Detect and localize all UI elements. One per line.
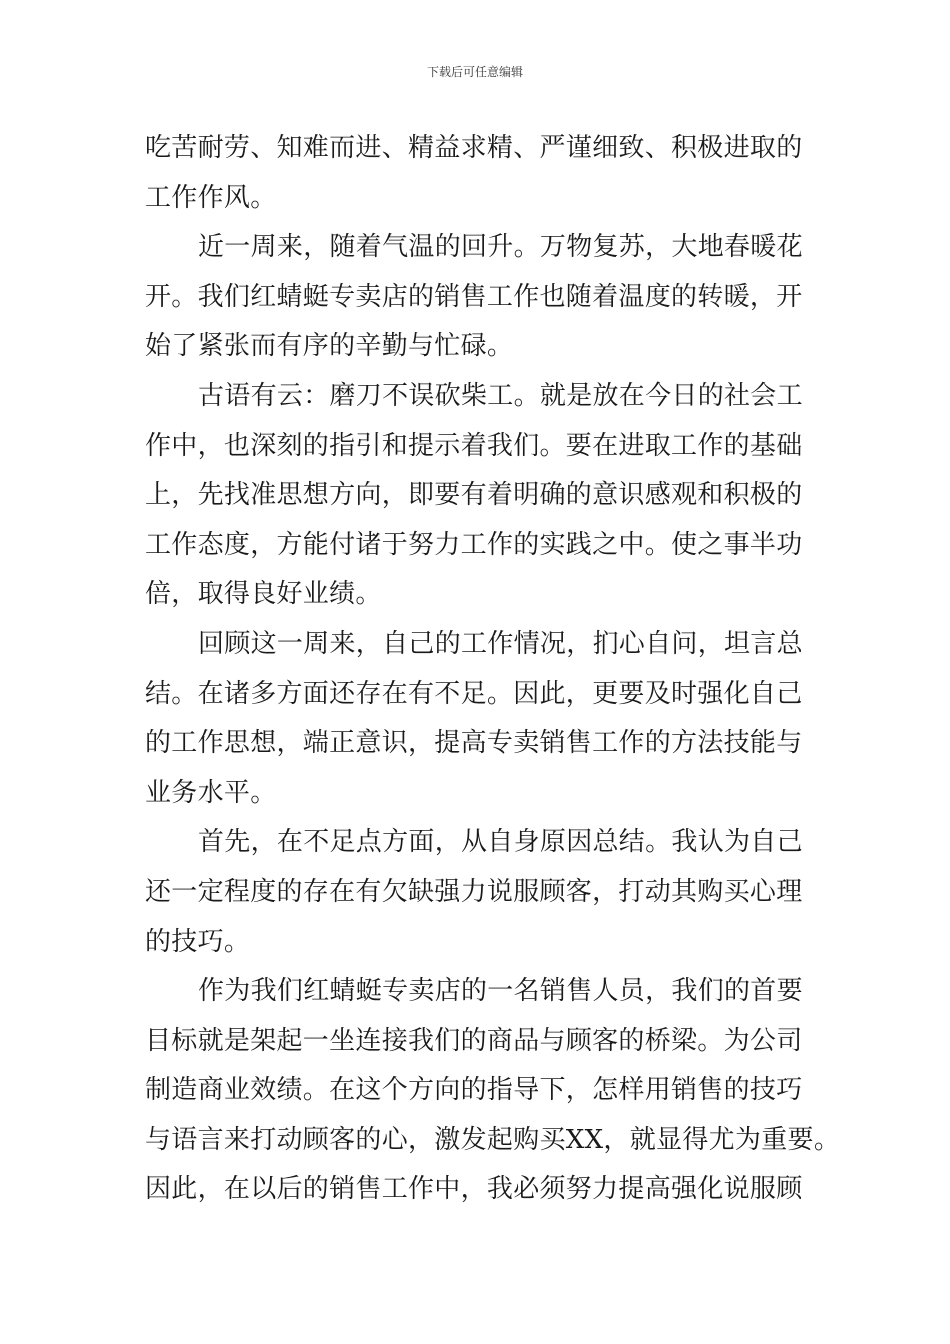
text-line: 作中，也深刻的指引和提示着我们。要在进取工作的基础 <box>145 430 803 461</box>
body-text <box>145 124 841 1215</box>
text-line: 工作作风。 <box>145 182 277 213</box>
text-line: 业务水平。 <box>145 777 277 808</box>
paragraph-first-line: 近一周来，随着气温的回升。万物复苏，大地春暖花 <box>198 232 803 263</box>
paragraph-first-line: 回顾这一周来，自己的工作情况，扪心自问，坦言总 <box>198 628 803 659</box>
text-line: 开。我们红蜻蜓专卖店的销售工作也随着温度的转暖，开 <box>145 281 803 312</box>
text-line: 与语言来打动顾客的心，激发起购买XX，就显得尤为重要。 <box>145 1124 841 1155</box>
text-line: 工作态度，方能付诸于努力工作的实践之中。使之事半功 <box>145 529 803 560</box>
paragraph-first-line: 首先，在不足点方面，从自身原因总结。我认为自己 <box>198 827 803 858</box>
header-note: 下载后可任意编辑 <box>426 65 523 79</box>
text-line: 上，先找准思想方向，即要有着明确的意识感观和积极的 <box>145 480 803 511</box>
text-line: 始了紧张而有序的辛勤与忙碌。 <box>145 331 514 362</box>
text-line: 倍，取得良好业绩。 <box>145 579 382 610</box>
paragraph-first-line: 古语有云：磨刀不误砍柴工。就是放在今日的社会工 <box>198 380 803 411</box>
text-line: 的工作思想，端正意识，提高专卖销售工作的方法技能与 <box>145 728 803 759</box>
text-line: 制造商业效绩。在这个方向的指导下，怎样用销售的技巧 <box>145 1075 803 1106</box>
text-line: 目标就是架起一坐连接我们的商品与顾客的桥梁。为公司 <box>145 1025 803 1056</box>
text-line: 还一定程度的存在有欠缺强力说服顾客，打动其购买心理 <box>145 876 803 907</box>
text-line: 结。在诸多方面还存在有不足。因此，更要及时强化自己 <box>145 678 803 709</box>
paragraph-first-line: 作为我们红蜻蜓专卖店的一名销售人员，我们的首要 <box>198 976 803 1007</box>
text-line: 吃苦耐劳、知难而进、精益求精、严谨细致、积极进取的 <box>145 133 803 163</box>
text-line: 的技巧。 <box>145 926 251 957</box>
text-line: 因此，在以后的销售工作中，我必须努力提高强化说服顾 <box>145 1174 803 1205</box>
